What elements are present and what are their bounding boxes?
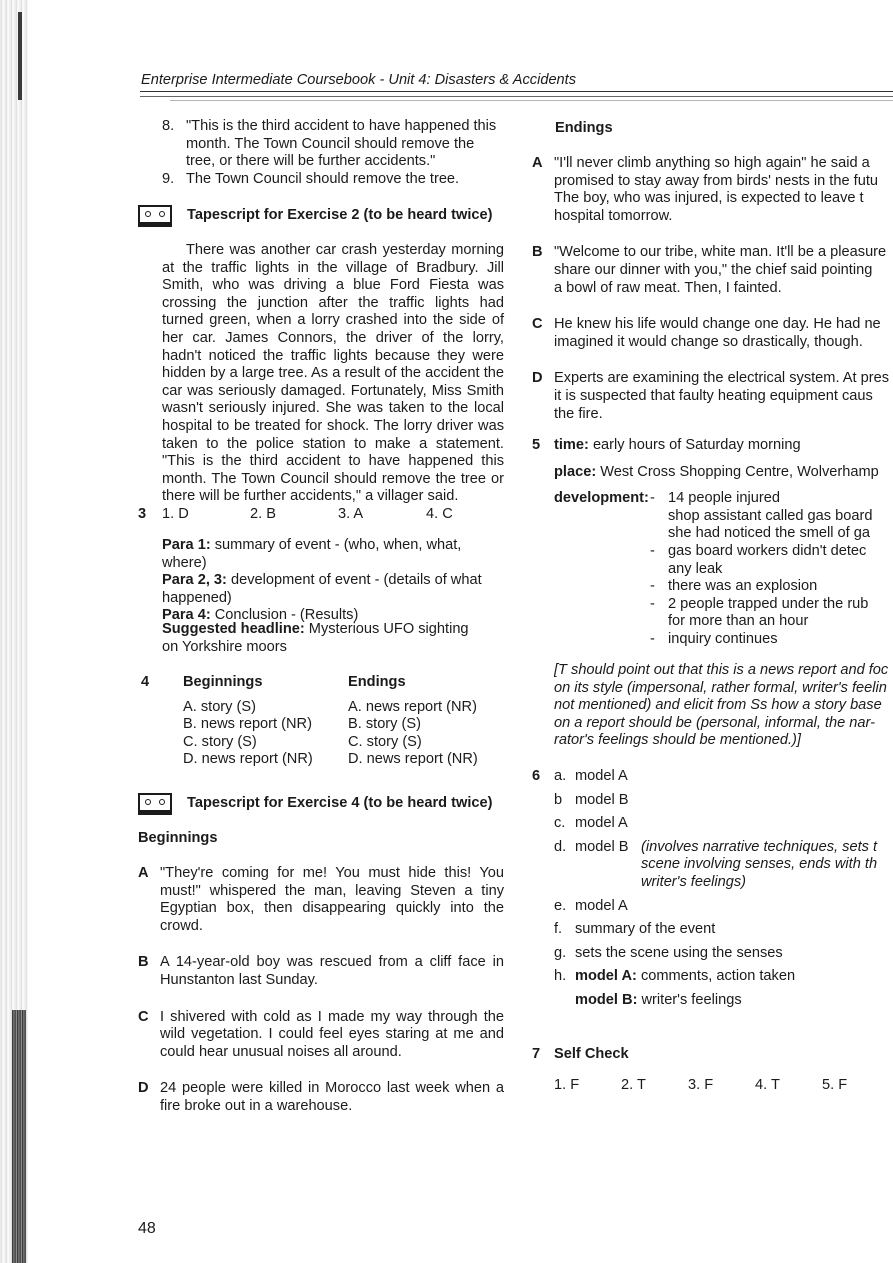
development-block: development: - 14 people injured shop assistant called gas board she had noticed the smell of ga - gas board workers didn't detec any leak - there was an explosion - 2 people trapped under the rub for more than an hour - inquiry continues (554, 490, 873, 647)
binding-shadow-bottom (12, 1010, 26, 1263)
list-item: B A 14-year-old boy was rescued from a cliff face in Hunstanton last Sunday. (138, 954, 504, 988)
list-item: f. summary of the event (554, 921, 716, 938)
list-item: A "I'll never climb anything so high again" he said a promised to stay away from birds' nests in the futu The boy, who was injured, is expected to leave t hospital tomorrow. (532, 155, 878, 224)
development-item: - 2 people trapped under the rub for more than an hour (650, 595, 869, 630)
header-rule (140, 96, 893, 97)
exercise-6-number: 6 (532, 768, 541, 784)
development-item: - there was an explosion (650, 578, 818, 595)
list-item: g. sets the scene using the senses (554, 944, 783, 961)
list-item: D 24 people were killed in Morocco last week when a fire broke out in a warehouse. (138, 1080, 504, 1114)
exercise-3-paragraphs (162, 537, 504, 625)
cassette-icon (138, 205, 172, 227)
suggested-headline: Suggested headline: Mysterious UFO sighting on Yorkshire moors (162, 621, 469, 655)
exercise-3-answers: 1. D 2. B 3. A 4. C (162, 506, 453, 522)
list-item: C I shivered with cold as I made my way through the wild vegetation. I could feel eyes staring at me and could hear unusual noises all around. (138, 1008, 504, 1060)
para-line: Para 4: Conclusion - (Results) (162, 607, 359, 624)
table-row: B. news report (NR) B. story (S) (183, 716, 421, 733)
page-number: 48 (138, 1220, 156, 1237)
beginnings-list (138, 865, 504, 1116)
list-item: A "They're coming for me! You must hide this! You must!" whispered the man, leaving Steven a tiny Egyptian box, then disappearing quickly into the crowd. (138, 865, 504, 934)
list-item: 9. The Town Council should remove the tree. (162, 170, 460, 187)
list-item: 8. "This is the third accident to have happened this month. The Town Council should remove the tree, or there will be further accidents." (162, 118, 497, 170)
header-rule (140, 91, 893, 92)
exercise-6-list (554, 768, 893, 1010)
tapescript-2-heading: Tapescript for Exercise 2 (to be heard twice) (138, 205, 493, 227)
table-header: Beginnings Endings (183, 674, 406, 690)
tapescript-4-heading: Tapescript for Exercise 4 (to be heard twice) (138, 793, 493, 815)
endings-heading: Endings (555, 120, 613, 136)
binding-shadow-top (18, 12, 22, 100)
exercise-4-number: 4 (141, 674, 150, 690)
answer-items-8-9 (162, 118, 504, 188)
header-rule (170, 100, 893, 101)
endings-list (532, 155, 893, 423)
list-item: c. model A (554, 815, 628, 832)
development-item: - inquiry continues (650, 630, 778, 647)
self-check-answers: 1. F 2. T 3. F 4. T 5. F (554, 1077, 848, 1093)
table-row: A. story (S) A. news report (NR) (183, 698, 477, 715)
page-binding-edge (0, 0, 28, 1263)
exercise-5 (532, 437, 893, 649)
teacher-note: [T should point out that this is a news report and foc on its style (impersonal, rather formal, writer's feelin not mentioned) and elicit from Ss how a story base on a report should be (personal, informal, the nar- rator's feelings should be mentioned.)] (554, 662, 889, 749)
para-line: Para 2, 3: development of event - (details of what happened) (162, 572, 482, 606)
page-header: Enterprise Intermediate Coursebook - Unit 4: Disasters & Accidents (141, 72, 577, 88)
development-item: - 14 people injured shop assistant called gas board she had noticed the smell of ga (650, 490, 873, 542)
exercise-4-table (183, 674, 513, 769)
list-item: model B: writer's feelings (575, 991, 742, 1008)
list-item: d. model B (involves narrative techniques, sets t scene involving senses, ends with th writer's feelings) (554, 838, 878, 890)
development-item: - gas board workers didn't detec any leak (650, 542, 867, 577)
time-line: 5 time: early hours of Saturday morning (532, 437, 801, 453)
list-item: C He knew his life would change one day. He had ne imagined it would change so drastically, though. (532, 316, 881, 350)
para-line: Para 1: summary of event - (who, when, what, where) (162, 537, 462, 571)
exercise-3-number: 3 (138, 506, 147, 522)
list-item: h. model A: comments, action taken (554, 968, 796, 985)
beginnings-heading: Beginnings (138, 830, 218, 846)
place-line: place: West Cross Shopping Centre, Wolverhamp (554, 463, 879, 480)
list-item: e. model A (554, 897, 628, 914)
list-item: a. model A (554, 768, 628, 784)
table-row: C. story (S) C. story (S) (183, 733, 422, 750)
cassette-icon (138, 793, 172, 815)
exercise-7-heading: 7 Self Check (532, 1046, 629, 1062)
list-item: D Experts are examining the electrical system. At pres it is suspected that faulty heating equipment caus the fire. (532, 370, 889, 422)
tapescript-2-body: There was another car crash yesterday morning at the traffic lights in the village of Bradbury. Jill Smith, who was driving a blue Ford Fiesta was crossing the junction after the traffic lights had turned green, when a lorry crashed into the side of her car. James Connors, the driver of the lorry, hadn't noticed the traffic lights because they were hidden by a large tree. As a result of the accident the car was seriously damaged. Fortunately, Miss Smith wasn't seriously injured. She was taken to the local hospital to be treated for shock. The lorry driver was taken to the police station to make a statement. "This is the third accident to have happened this month. The Town Council should remove the tree or there will be further accidents," a villager said. (162, 242, 504, 505)
table-row: D. news report (NR) D. news report (NR) (183, 751, 478, 768)
list-item: B "Welcome to our tribe, white man. It'll be a pleasure share our dinner with you," the chief said pointing a bowl of raw meat. Then, I fainted. (532, 244, 887, 296)
list-item: b model B (554, 791, 629, 808)
